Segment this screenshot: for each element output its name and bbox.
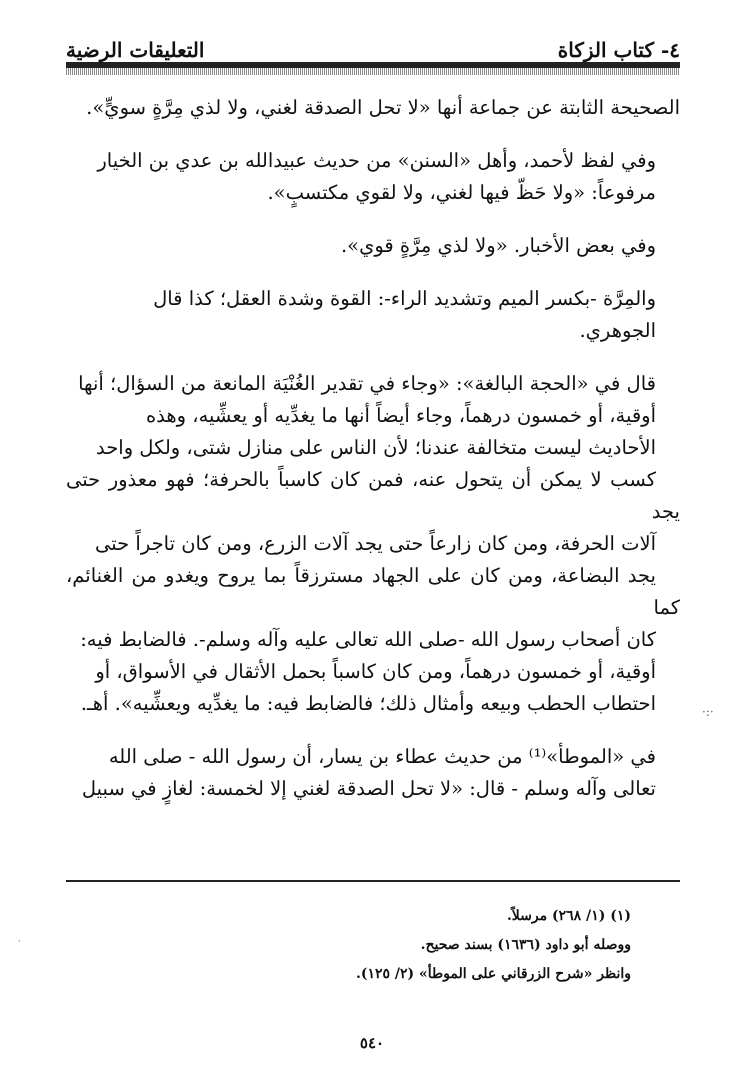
text-line: آلات الحرفة، ومن كان زارعاً حتى يجد آلات الزرع، ومن كان تاجراً حتى <box>95 532 656 555</box>
footnote-line: وانظر «شرح الزرقاني على الموطأ» (٢/ ١٢٥). <box>355 966 631 982</box>
header-hatch-band <box>66 68 680 75</box>
book-title: التعليقات الرضية <box>66 38 205 62</box>
text-line: والمِرَّة -بكسر الميم وتشديد الراء-: القوة وشدة العقل؛ كذا قال <box>153 287 656 310</box>
text-line: تعالى وآله وسلم - قال: «لا تحل الصدقة لغني إلا لخمسة: لغازٍ في سبيل <box>81 777 656 800</box>
scan-speck-icon: · <box>18 937 21 947</box>
paragraph <box>66 368 680 720</box>
text-line: كسب لا يمكن أن يتحول عنه، فمن كان كاسباً بالحرفة؛ فهو معذور حتى يجد <box>66 468 680 523</box>
footnote-separator <box>66 880 680 882</box>
footnote-line: ووصله أبو داود (١٦٣٦) بسند صحيح. <box>420 937 631 953</box>
footnotes <box>66 902 631 989</box>
chapter-title: ٤- كتاب الزكاة <box>557 38 680 62</box>
text-line: أوقية، أو خمسون درهماً، ومن كان كاسباً بحمل الأثقال في الأسواق، أو <box>95 660 656 683</box>
text-line: احتطاب الحطب وبيعه وأمثال ذلك؛ فالضابط فيه: ما يغدِّيه ويعشِّيه». أهـ. <box>80 692 656 715</box>
text-line: وفي لفظ لأحمد، وأهل «السنن» من حديث عبيدالله بن عدي بن الخيار <box>97 149 656 172</box>
text-line: الصحيحة الثابتة عن جماعة أنها «لا تحل الصدقة لغني، ولا لذي مِرَّةٍ سويٍّ». <box>86 96 680 119</box>
text-line: وفي بعض الأخبار. «ولا لذي مِرَّةٍ قوي». <box>340 234 656 257</box>
text-line: كان أصحاب رسول الله -صلى الله تعالى عليه وآله وسلم-. فالضابط فيه: <box>80 628 656 651</box>
margin-ornament-icon: ·:· <box>702 705 714 719</box>
text-line: الأحاديث ليست متخالفة عندنا؛ لأن الناس على منازل شتى، ولكل واحد <box>95 436 656 459</box>
text-line: يجد البضاعة، ومن كان على الجهاد مسترزقاً بما يروح ويغدو من الغنائم، كما <box>66 564 680 619</box>
text-line: مرفوعاً: «ولا حَظّ فيها لغني، ولا لقوي مكتسبٍ». <box>267 181 656 204</box>
running-header <box>66 28 680 62</box>
text-line: قال في «الحجة البالغة»: «وجاء في تقدير الغُنْيَة المانعة من السؤال؛ أنها <box>78 372 656 395</box>
paragraph <box>66 741 680 805</box>
footnote-line: (١) (١/ ٢٦٨) مرسلاً. <box>506 908 631 924</box>
text-line: في «الموطأ»⁽¹⁾ من حديث عطاء بن يسار، أن رسول الله - صلى الله <box>108 745 656 768</box>
main-text <box>66 92 680 826</box>
text-line: الجوهري. <box>579 319 656 342</box>
paragraph <box>66 283 680 347</box>
paragraph <box>66 92 680 124</box>
text-line: أوقية، أو خمسون درهماً، وجاء أيضاً أنها ما يغدِّيه أو يعشِّيه، وهذه <box>145 404 656 427</box>
paragraph <box>66 230 680 262</box>
page-number: ٥٤٠ <box>359 1034 385 1052</box>
paragraph <box>66 145 680 209</box>
